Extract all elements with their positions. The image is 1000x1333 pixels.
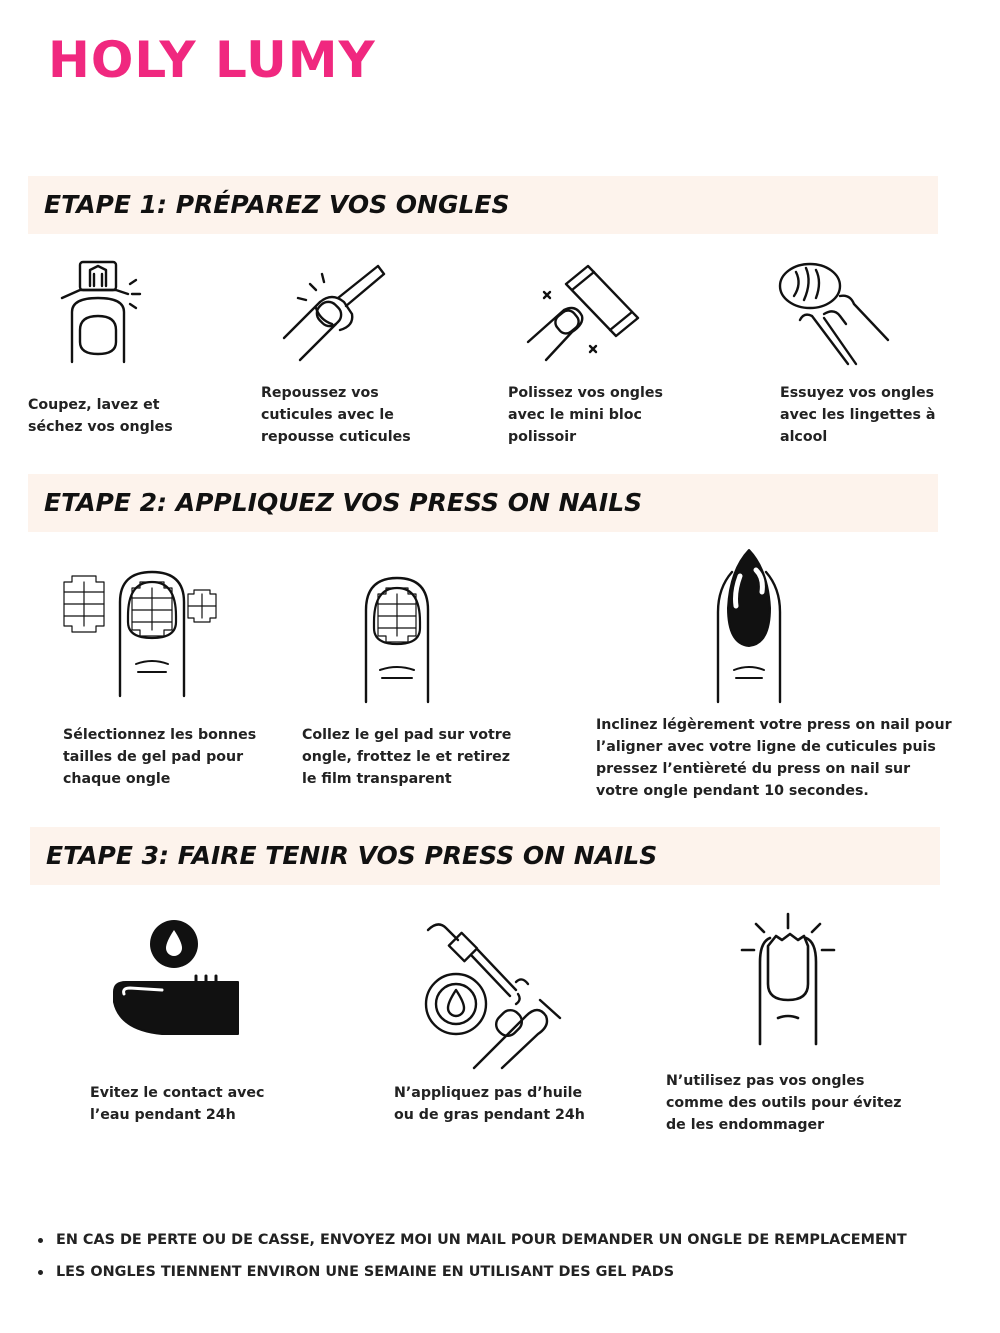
broken-nail-icon xyxy=(738,910,838,1046)
step-3-caption-2: N’appliquez pas d’huile ou de gras pendant 24h xyxy=(394,1085,585,1123)
step-1-title: ETAPE 1: PRÉPAREZ VOS ONGLES xyxy=(44,190,510,219)
step-2-caption-1: Sélectionnez les bonnes tailles de gel pad pour chaque ongle xyxy=(63,727,257,787)
notes-list xyxy=(36,1224,966,1288)
step-1-caption-3: Polissez vos ongles avec le mini bloc polissoir xyxy=(508,385,663,445)
buffer-block-icon xyxy=(522,262,642,372)
alcohol-wipe-icon xyxy=(776,260,896,370)
nail-clipper-icon xyxy=(50,258,150,370)
step-3-caption-1: Evitez le contact avec l’eau pendant 24h xyxy=(90,1085,265,1123)
step-2-title: ETAPE 2: APPLIQUEZ VOS PRESS ON NAILS xyxy=(44,488,643,517)
step-2-caption-3: Inclinez légèrement votre press on nail pour l’aligner avec votre ligne de cuticules puis pressez l’entièreté du press on nail sur votre ongle pendant 10 secondes. xyxy=(596,717,952,799)
oil-dropper-icon xyxy=(414,918,564,1070)
brand-logo xyxy=(48,30,376,90)
note-item: EN CAS DE PERTE OU DE CASSE, ENVOYEZ MOI UN MAIL POUR DEMANDER UN ONGLE DE REMPLACEMENT xyxy=(36,1224,966,1256)
brand-logo-text: HOLY LUMY xyxy=(48,31,376,89)
step-3-title: ETAPE 3: FAIRE TENIR VOS PRESS ON NAILS xyxy=(46,841,658,870)
step-1-caption-2: Repoussez vos cuticules avec le repousse cuticules xyxy=(261,385,411,445)
cuticle-pusher-icon xyxy=(280,258,390,368)
water-drop-finger-icon xyxy=(106,918,242,1040)
gel-pad-sizes-icon xyxy=(58,568,224,700)
note-item: LES ONGLES TIENNENT ENVIRON UNE SEMAINE EN UTILISANT DES GEL PADS xyxy=(36,1256,966,1288)
gel-pad-apply-icon xyxy=(360,574,434,704)
step-3-caption-3: N’utilisez pas vos ongles comme des outils pour évitez de les endommager xyxy=(666,1073,902,1133)
step-2-header xyxy=(28,474,938,532)
step-1-caption-1: Coupez, lavez et séchez vos ongles xyxy=(28,397,173,435)
step-3-header xyxy=(30,827,940,885)
step-2-caption-2: Collez le gel pad sur votre ongle, frottez le et retirez le film transparent xyxy=(302,727,512,787)
step-1-caption-4: Essuyez vos ongles avec les lingettes à alcool xyxy=(780,385,936,445)
step-1-header xyxy=(28,176,938,234)
press-on-nail-icon xyxy=(712,548,786,704)
